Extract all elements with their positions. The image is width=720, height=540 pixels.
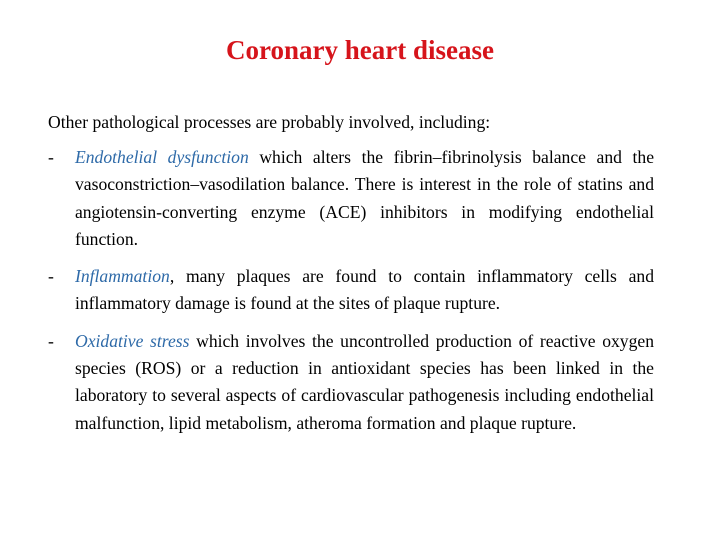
- bullet-dash-icon: -: [48, 147, 54, 167]
- bullet-term: Oxidative stress: [75, 330, 190, 351]
- bullet-list: [48, 144, 654, 447]
- bullet-term: Endothelial dysfunction: [75, 147, 249, 167]
- bullet-text: , many plaques are found to contain inflammatory cells and inflammatory damage is found at the sites of plaque rupture.: [75, 266, 654, 314]
- bullet-item-oxidative-stress: [48, 328, 654, 437]
- bullet-dash-icon: -: [48, 266, 54, 287]
- bullet-term: Inflammation: [75, 266, 170, 287]
- bullet-dash-icon: -: [48, 330, 54, 351]
- bullet-item-endothelial-dysfunction: [48, 144, 654, 253]
- bullet-text: which alters the fibrin–fibrinolysis balance and the vasoconstriction–vasodilation balance. There is interest in the role of statins and angiotensin-converting enzyme (ACE) inhibitors in modifying endothelial function.: [75, 147, 654, 249]
- bullet-text: which involves the uncontrolled production of reactive oxygen species (ROS) or a reduction in antioxidant species has been linked in the laboratory to several aspects of cardiovascular pathogenesis including endothelial malfunction, lipid metabolism, atheroma formation and plaque rupture.: [75, 330, 654, 433]
- intro-text: Other pathological processes are probably involved, including:: [48, 112, 491, 132]
- slide-title: Coronary heart disease: [226, 35, 494, 65]
- bullet-item-inflammation: [48, 263, 654, 318]
